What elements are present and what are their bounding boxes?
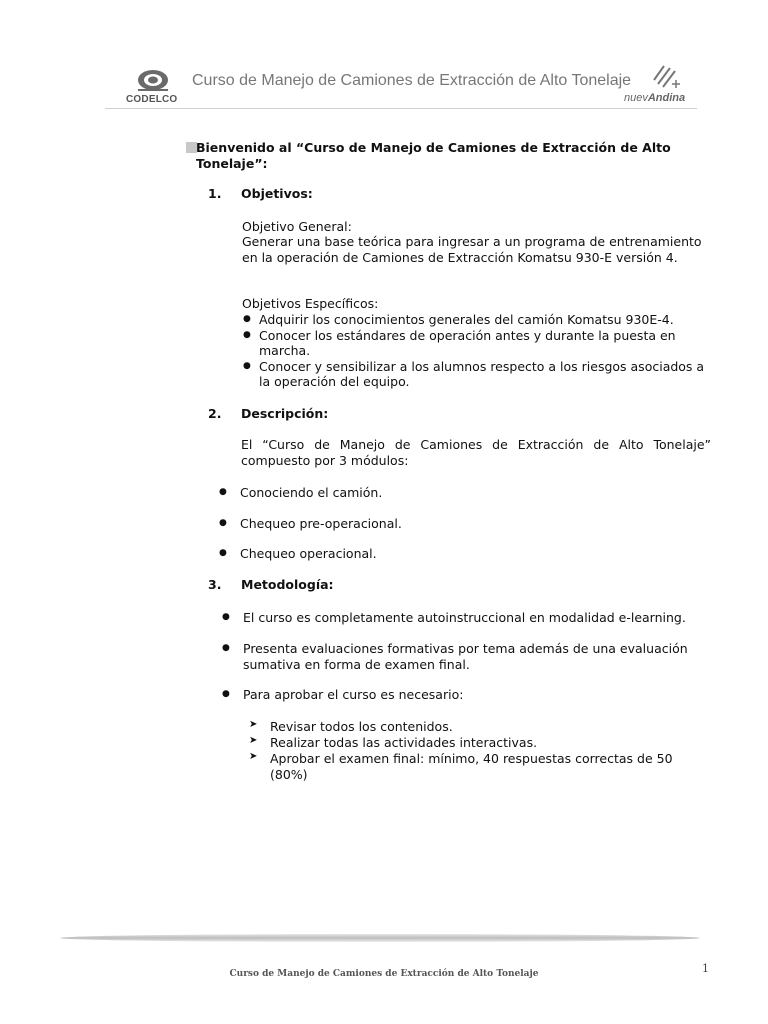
- requirement-item: Revisar todos los contenidos.: [270, 719, 453, 734]
- module-item: Chequeo operacional.: [240, 546, 377, 561]
- general-objective-label: Objetivo General:: [242, 219, 352, 234]
- bullet-icon: ●: [222, 612, 230, 622]
- section-3-title: Metodología:: [241, 577, 334, 592]
- footer-text: Curso de Manejo de Camiones de Extracción de Alto Tonelaje: [229, 969, 539, 979]
- bullet-icon: ●: [219, 548, 227, 558]
- description-line-1: El “Curso de Manejo de Camiones de Extracción de Alto Tonelaje”: [241, 437, 711, 452]
- methodology-item-3: Para aprobar el curso es necesario:: [243, 687, 464, 702]
- nueva-andina-logo-text: nuevAndina: [624, 92, 686, 104]
- bullet-icon: ●: [219, 487, 227, 497]
- module-item: Conociendo el camión.: [240, 485, 383, 500]
- specific-objectives-label: Objetivos Específicos:: [242, 296, 379, 311]
- specific-objective-3-line-2: la operación del equipo.: [259, 374, 410, 389]
- specific-objective-1: Adquirir los conocimientos generales del camión Komatsu 930E-4.: [259, 312, 674, 327]
- bullet-icon: ●: [219, 518, 227, 528]
- header-divider: [105, 108, 697, 109]
- bullet-icon: ●: [222, 689, 230, 699]
- specific-objective-3-line-1: Conocer y sensibilizar a los alumnos respecto a los riesgos asociados a: [259, 359, 705, 374]
- bullet-icon: ●: [222, 643, 230, 653]
- footer-divider: [60, 934, 700, 942]
- specific-objective-2-line-2: marcha.: [259, 343, 311, 358]
- bullet-icon: ●: [243, 314, 251, 324]
- module-item: Chequeo pre-operacional.: [240, 516, 402, 531]
- specific-objective-2-line-1: Conocer los estándares de operación antes y durante la puesta en: [259, 328, 676, 343]
- arrow-bullet-icon: ➤: [249, 751, 258, 762]
- requirement-item-line-1: Aprobar el examen final: mínimo, 40 respuestas correctas de 50: [270, 751, 673, 766]
- description-line-2: compuesto por 3 módulos:: [241, 453, 409, 468]
- page-number: 1: [702, 962, 709, 975]
- requirement-item: Realizar todas las actividades interactivas.: [270, 735, 538, 750]
- methodology-item-1: El curso es completamente autoinstruccional en modalidad e-learning.: [243, 610, 686, 625]
- section-1-number: 1.: [208, 186, 222, 201]
- general-objective-line-1: Generar una base teórica para ingresar a un programa de entrenamiento: [242, 234, 702, 249]
- general-objective-line-2: en la operación de Camiones de Extracción Komatsu 930-E versión 4.: [242, 250, 678, 265]
- methodology-item-2-line-2: sumativa en forma de examen final.: [243, 657, 470, 672]
- codelco-logo-text: CODELCO: [126, 94, 178, 105]
- intro-line-2: Tonelaje”:: [196, 156, 268, 171]
- bullet-icon: ●: [243, 330, 251, 340]
- bullet-icon: ●: [243, 361, 251, 371]
- section-2-number: 2.: [208, 406, 222, 421]
- section-2-title: Descripción:: [241, 406, 329, 421]
- arrow-bullet-icon: ➤: [249, 735, 258, 746]
- nueva-andina-logo-icon: [650, 62, 684, 92]
- section-1-title: Objetivos:: [241, 186, 313, 201]
- methodology-item-2-line-1: Presenta evaluaciones formativas por tema además de una evaluación: [243, 641, 688, 656]
- section-3-number: 3.: [208, 577, 222, 592]
- header-title: Curso de Manejo de Camiones de Extracción de Alto Tonelaje: [192, 72, 632, 89]
- requirement-item-line-2: (80%): [270, 767, 308, 782]
- intro-line-1: Bienvenido al “Curso de Manejo de Camiones de Extracción de Alto: [196, 140, 671, 155]
- arrow-bullet-icon: ➤: [249, 719, 258, 730]
